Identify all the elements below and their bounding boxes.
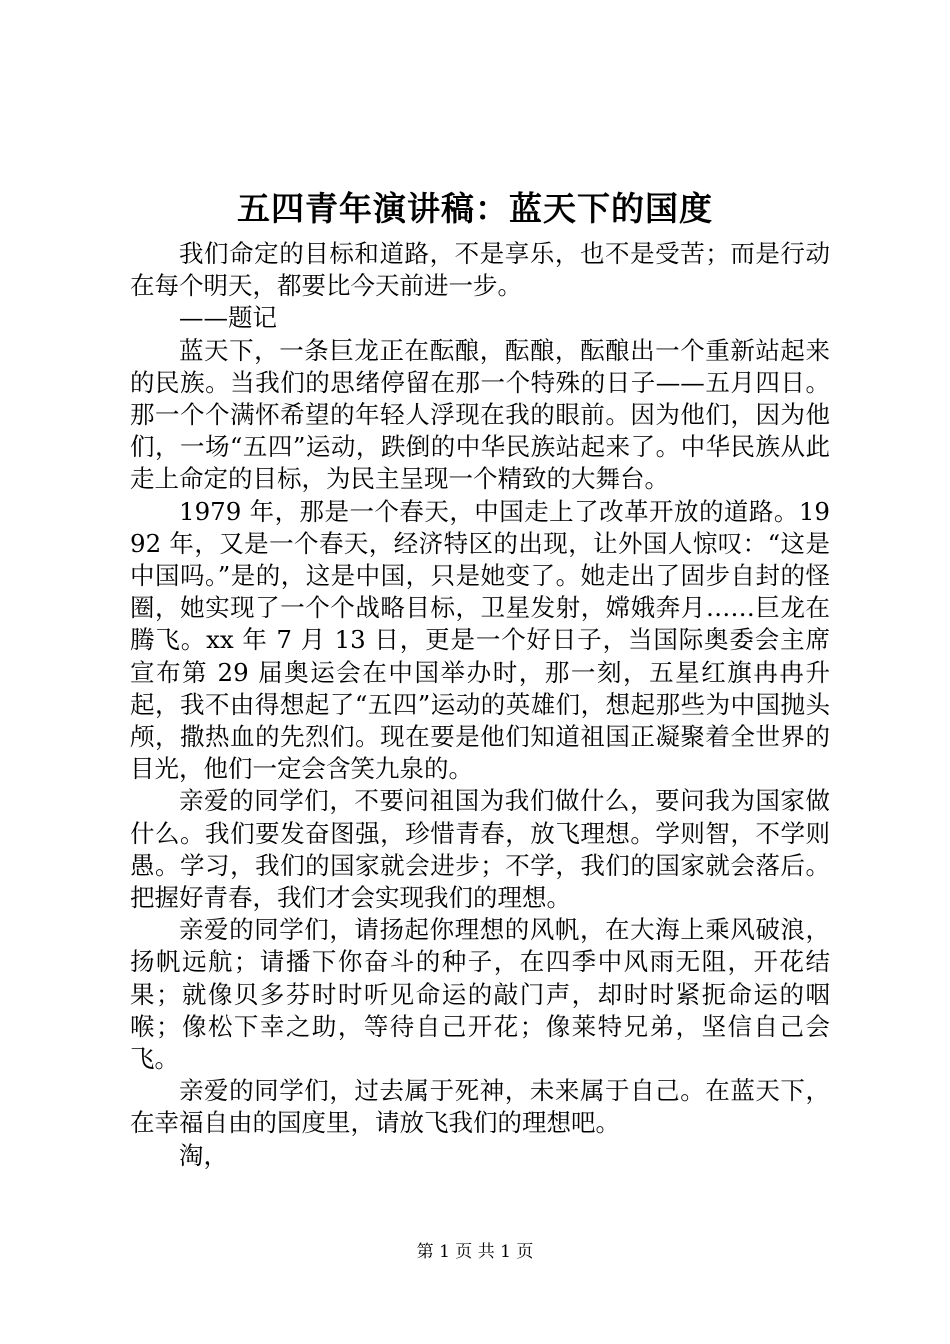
paragraph: 亲爱的同学们，过去属于死神，未来属于自己。在蓝天下，在幸福自由的国度里，请放飞我们的理想吧。 bbox=[130, 1076, 830, 1138]
paragraph: 蓝天下，一条巨龙正在酝酿，酝酿，酝酿出一个重新站起来的民族。当我们的思绪停留在那一个特殊的日子——五月四日。那一个个满怀希望的年轻人浮现在我的眼前。因为他们，因为他们，一场“五四”运动，跌倒的中华民族站起来了。中华民族从此走上命定的目标，为民主呈现一个精致的大舞台。 bbox=[130, 335, 830, 494]
page-footer: 第 1 页 共 1 页 bbox=[416, 1242, 534, 1262]
document-body bbox=[130, 238, 830, 1172]
paragraph-epigraph-attribution: ——题记 bbox=[179, 303, 277, 333]
paragraph-epigraph: 我们命定的目标和道路，不是享乐，也不是受苦；而是行动在每个明天，都要比今天前进一步。 bbox=[130, 239, 830, 301]
paragraph: 淘， bbox=[179, 1140, 228, 1170]
paragraph: 1979 年，那是一个春天，中国走上了改革开放的道路。1992 年，又是一个春天，经济特区的出现，让外国人惊叹：“这是中国吗。”是的，这是中国，只是她变了。她走出了固步自封的怪圈，她实现了一个个战略目标，卫星发射，嫦娥奔月……巨龙在腾飞。xx 年 7 月 13 日，更是一个好日子，当国际奥委会主席宣布第 29 届奥运会在中国举办时，那一刻，五星红旗冉冉升起，我不由得想起了“五四”运动的英雄们，想起那些为中国抛头颅，撒热血的先烈们。现在要是他们知道祖国正凝聚着全世界的目光，他们一定会含笑九泉的。 bbox=[130, 496, 830, 784]
paragraph: 亲爱的同学们，请扬起你理想的风帆，在大海上乘风破浪，扬帆远航；请播下你奋斗的种子，在四季中风雨无阻，开花结果；就像贝多芬时时听见命运的敲门声，却时时紧扼命运的咽喉；像松下幸之助，等待自己开花；像莱特兄弟，坚信自己会飞。 bbox=[130, 915, 830, 1074]
paragraph: 亲爱的同学们，不要问祖国为我们做什么，要问我为国家做什么。我们要发奋图强，珍惜青春，放飞理想。学则智，不学则愚。学习，我们的国家就会进步；不学，我们的国家就会落后。把握好青春，我们才会实现我们的理想。 bbox=[130, 786, 830, 913]
document-title: 五四青年演讲稿：蓝天下的国度 bbox=[237, 189, 713, 228]
